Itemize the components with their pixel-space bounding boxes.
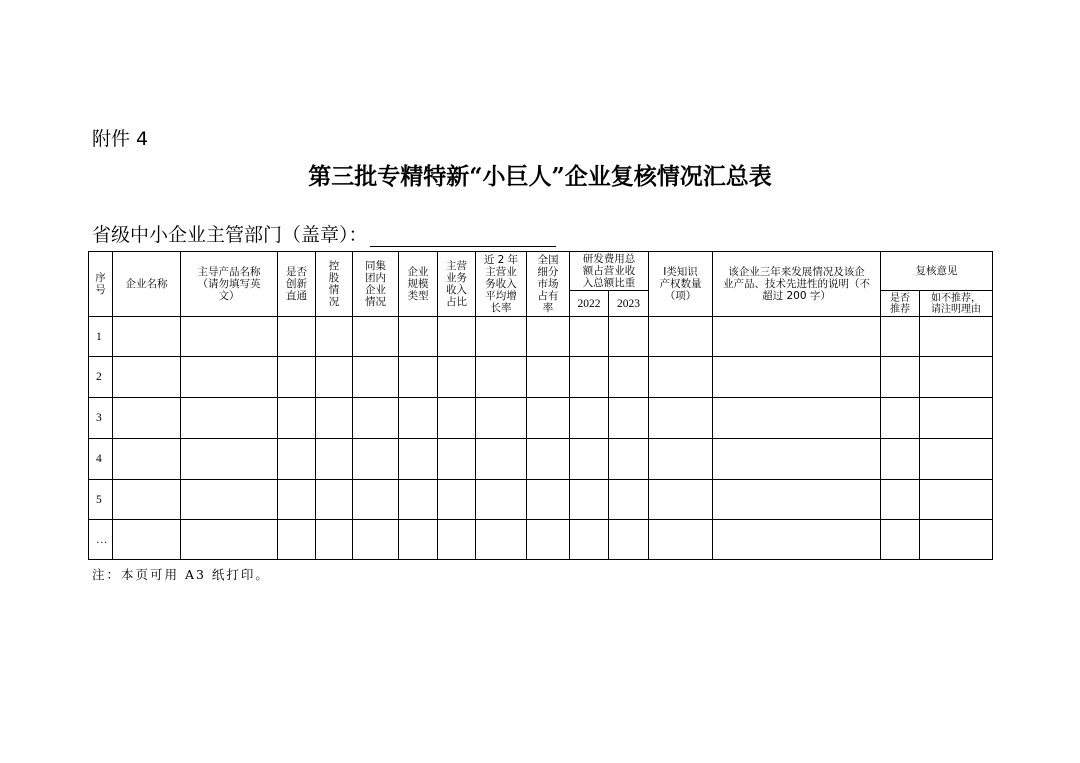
cell-reason[interactable] <box>920 357 993 398</box>
cell-rd-2023[interactable] <box>609 480 649 520</box>
cell-company-name[interactable] <box>113 439 181 480</box>
header-seq: 序 号 <box>89 252 113 317</box>
department-signature-line[interactable] <box>370 227 556 247</box>
cell-market-share[interactable] <box>527 520 570 560</box>
cell-main-product[interactable] <box>181 520 278 560</box>
cell-controlling[interactable] <box>316 357 353 398</box>
header-main-product: 主导产品名称 （请勿填写英 文） <box>181 252 278 317</box>
table-row <box>89 520 993 560</box>
cell-main-product[interactable] <box>181 480 278 520</box>
table-row <box>89 439 993 480</box>
cell-group-company[interactable] <box>353 317 399 357</box>
cell-growth-rate[interactable] <box>476 520 527 560</box>
page-title: 第三批专精特新“小巨人”企业复核情况汇总表 <box>308 163 772 190</box>
cell-reason[interactable] <box>920 398 993 439</box>
header-recommend: 是否 推荐 <box>881 291 920 317</box>
cell-scale-type[interactable] <box>399 520 438 560</box>
department-field <box>92 220 556 247</box>
cell-recommend[interactable] <box>881 317 920 357</box>
cell-growth-rate[interactable] <box>476 480 527 520</box>
cell-controlling[interactable] <box>316 439 353 480</box>
table-body <box>89 317 993 560</box>
table-row <box>89 398 993 439</box>
header-review: 复核意见 <box>881 252 993 291</box>
cell-innovation-channel[interactable] <box>278 317 316 357</box>
cell-rd-2023[interactable] <box>609 317 649 357</box>
cell-recommend[interactable] <box>881 520 920 560</box>
cell-growth-rate[interactable] <box>476 439 527 480</box>
cell-innovation-channel[interactable] <box>278 439 316 480</box>
cell-rd-2023[interactable] <box>609 398 649 439</box>
row-seq: 3 <box>89 398 113 439</box>
cell-reason[interactable] <box>920 480 993 520</box>
cell-ip-count[interactable] <box>649 520 713 560</box>
header-group-company: 同集 团内 企业 情况 <box>353 252 399 317</box>
cell-ip-count[interactable] <box>649 480 713 520</box>
cell-growth-rate[interactable] <box>476 357 527 398</box>
cell-main-revenue-share[interactable] <box>438 357 476 398</box>
header-main-revenue-share: 主营 业务 收入 占比 <box>438 252 476 317</box>
cell-innovation-channel[interactable] <box>278 398 316 439</box>
cell-group-company[interactable] <box>353 520 399 560</box>
cell-ip-count[interactable] <box>649 439 713 480</box>
cell-development[interactable] <box>713 480 881 520</box>
cell-controlling[interactable] <box>316 317 353 357</box>
cell-recommend[interactable] <box>881 357 920 398</box>
cell-recommend[interactable] <box>881 439 920 480</box>
cell-main-revenue-share[interactable] <box>438 439 476 480</box>
cell-company-name[interactable] <box>113 357 181 398</box>
cell-rd-2022[interactable] <box>570 317 609 357</box>
cell-growth-rate[interactable] <box>476 398 527 439</box>
cell-main-product[interactable] <box>181 317 278 357</box>
cell-ip-count[interactable] <box>649 398 713 439</box>
cell-reason[interactable] <box>920 439 993 480</box>
header-rd-year-2022: 2022 <box>570 291 609 317</box>
cell-development[interactable] <box>713 317 881 357</box>
cell-innovation-channel[interactable] <box>278 480 316 520</box>
cell-development[interactable] <box>713 439 881 480</box>
cell-ip-count[interactable] <box>649 357 713 398</box>
cell-ip-count[interactable] <box>649 317 713 357</box>
cell-main-product[interactable] <box>181 398 278 439</box>
cell-reason[interactable] <box>920 317 993 357</box>
cell-development[interactable] <box>713 357 881 398</box>
cell-company-name[interactable] <box>113 317 181 357</box>
cell-group-company[interactable] <box>353 398 399 439</box>
table-row <box>89 480 993 520</box>
cell-rd-2023[interactable] <box>609 520 649 560</box>
cell-main-revenue-share[interactable] <box>438 398 476 439</box>
header-development: 该企业三年来发展情况及该企 业产品、技术先进性的说明（不 超过 200 字） <box>713 252 881 317</box>
cell-innovation-channel[interactable] <box>278 520 316 560</box>
header-growth-rate: 近 2 年 主营业 务收入 平均增 长率 <box>476 252 527 317</box>
cell-main-revenue-share[interactable] <box>438 520 476 560</box>
cell-market-share[interactable] <box>527 357 570 398</box>
cell-market-share[interactable] <box>527 480 570 520</box>
cell-main-revenue-share[interactable] <box>438 480 476 520</box>
cell-main-product[interactable] <box>181 357 278 398</box>
header-company-name: 企业名称 <box>113 252 181 317</box>
cell-reason[interactable] <box>920 520 993 560</box>
attachment-label: 附件 4 <box>92 128 149 150</box>
summary-table <box>88 251 993 560</box>
row-seq: 1 <box>89 317 113 357</box>
header-market-share: 全国 细分 市场 占有 率 <box>527 252 570 317</box>
cell-company-name[interactable] <box>113 398 181 439</box>
cell-rd-2023[interactable] <box>609 357 649 398</box>
cell-rd-2022[interactable] <box>570 398 609 439</box>
row-seq: 4 <box>89 439 113 480</box>
cell-controlling[interactable] <box>316 398 353 439</box>
cell-rd-2022[interactable] <box>570 520 609 560</box>
row-seq: 2 <box>89 357 113 398</box>
cell-development[interactable] <box>713 520 881 560</box>
header-ip-count: Ⅰ类知识 产权数量 （项） <box>649 252 713 317</box>
cell-scale-type[interactable] <box>399 357 438 398</box>
cell-development[interactable] <box>713 398 881 439</box>
cell-market-share[interactable] <box>527 439 570 480</box>
cell-rd-2022[interactable] <box>570 357 609 398</box>
cell-scale-type[interactable] <box>399 398 438 439</box>
department-label: 省级中小企业主管部门（盖章）： <box>92 224 368 246</box>
header-innovation-channel: 是否 创新 直通 <box>278 252 316 317</box>
header-controlling: 控 股 情 况 <box>316 252 353 317</box>
summary-table-container <box>88 251 993 560</box>
header-reason: 如不推荐， 请注明理由 <box>920 291 993 317</box>
table-row <box>89 317 993 357</box>
cell-controlling[interactable] <box>316 520 353 560</box>
cell-group-company[interactable] <box>353 439 399 480</box>
cell-scale-type[interactable] <box>399 480 438 520</box>
cell-scale-type[interactable] <box>399 317 438 357</box>
cell-group-company[interactable] <box>353 357 399 398</box>
table-row <box>89 357 993 398</box>
header-rd-ratio: 研发费用总 额占营业收 入总额比重 <box>570 252 649 291</box>
cell-rd-2023[interactable] <box>609 439 649 480</box>
cell-main-revenue-share[interactable] <box>438 317 476 357</box>
cell-recommend[interactable] <box>881 398 920 439</box>
row-seq: 5 <box>89 480 113 520</box>
cell-controlling[interactable] <box>316 480 353 520</box>
cell-group-company[interactable] <box>353 480 399 520</box>
cell-innovation-channel[interactable] <box>278 357 316 398</box>
footer-note: 注：本页可用 A3 纸打印。 <box>92 567 270 582</box>
cell-rd-2022[interactable] <box>570 480 609 520</box>
header-scale-type: 企业 规模 类型 <box>399 252 438 317</box>
cell-company-name[interactable] <box>113 520 181 560</box>
cell-market-share[interactable] <box>527 317 570 357</box>
cell-company-name[interactable] <box>113 480 181 520</box>
cell-scale-type[interactable] <box>399 439 438 480</box>
cell-main-product[interactable] <box>181 439 278 480</box>
cell-recommend[interactable] <box>881 480 920 520</box>
header-rd-year-2023: 2023 <box>609 291 649 317</box>
row-seq: … <box>89 520 113 560</box>
cell-rd-2022[interactable] <box>570 439 609 480</box>
cell-market-share[interactable] <box>527 398 570 439</box>
cell-growth-rate[interactable] <box>476 317 527 357</box>
